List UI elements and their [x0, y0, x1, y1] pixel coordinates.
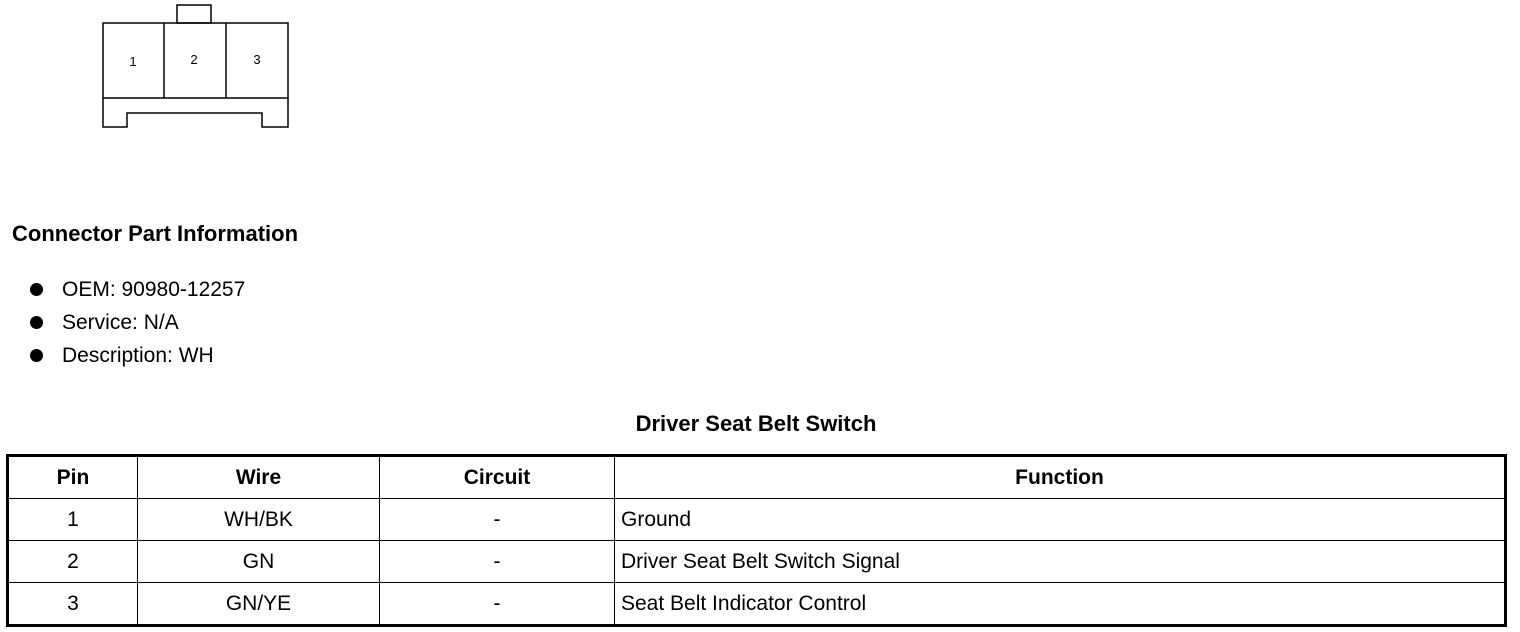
- table-row: [8, 541, 1506, 583]
- cell-circuit: -: [380, 583, 615, 626]
- connector-latch: [177, 5, 211, 23]
- cell-circuit: -: [380, 499, 615, 541]
- table-header-row: [8, 456, 1506, 499]
- pin-label-3: 3: [253, 52, 261, 67]
- connector-base-rail: [103, 98, 288, 127]
- column-header-pin: Pin: [8, 456, 138, 499]
- bullet-icon: [30, 316, 43, 329]
- cell-wire: GN: [138, 541, 380, 583]
- table-row: [8, 499, 1506, 541]
- cell-circuit: -: [380, 541, 615, 583]
- info-item-text: Description: WH: [62, 344, 214, 367]
- cell-function: Ground: [615, 499, 1506, 541]
- cell-pin: 2: [8, 541, 138, 583]
- info-item-oem: [28, 276, 245, 309]
- column-header-function: Function: [615, 456, 1506, 499]
- table-row: [8, 583, 1506, 626]
- bullet-icon: [30, 283, 43, 296]
- cell-wire: WH/BK: [138, 499, 380, 541]
- cell-function: Driver Seat Belt Switch Signal: [615, 541, 1506, 583]
- info-item-service: [28, 309, 245, 342]
- connector-info-list: [28, 276, 245, 375]
- info-item-description: [28, 342, 245, 375]
- table-title: Driver Seat Belt Switch: [635, 411, 877, 436]
- cell-function: Seat Belt Indicator Control: [615, 583, 1506, 626]
- pin-label-1: 1: [129, 54, 137, 69]
- cell-wire: GN/YE: [138, 583, 380, 626]
- cell-pin: 1: [8, 499, 138, 541]
- connector-face-diagram: [0, 0, 320, 140]
- pin-label-2: 2: [190, 52, 198, 67]
- connector-part-info-heading: Connector Part Information: [12, 221, 299, 246]
- cell-pin: 3: [8, 583, 138, 626]
- info-item-text: OEM: 90980-12257: [62, 278, 246, 301]
- column-header-wire: Wire: [138, 456, 380, 499]
- column-header-circuit: Circuit: [380, 456, 615, 499]
- bullet-icon: [30, 349, 43, 362]
- info-item-text: Service: N/A: [62, 311, 179, 334]
- pinout-table: [6, 454, 1507, 627]
